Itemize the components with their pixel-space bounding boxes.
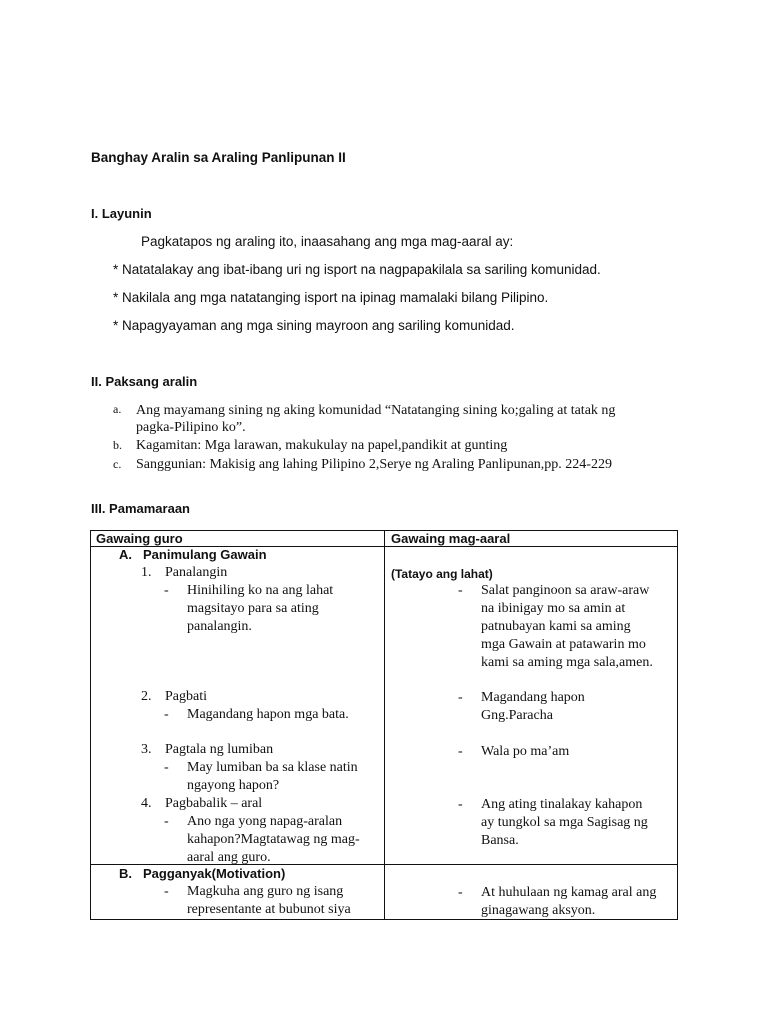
teacher-dash: - bbox=[164, 884, 169, 899]
section-heading-layunin: I. Layunin bbox=[91, 206, 152, 221]
teacher-line: Magkuha ang guro ng isang bbox=[187, 884, 344, 899]
teacher-line: panalangin. bbox=[187, 619, 252, 634]
student-line: ginagawang aksyon. bbox=[481, 903, 596, 918]
student-line: At huhulaan ng kamag aral ang bbox=[481, 885, 657, 900]
step-label: Pagbati bbox=[165, 689, 207, 704]
teacher-line: aaral ang guro. bbox=[187, 850, 271, 865]
part-a-marker: A. bbox=[119, 547, 132, 562]
step-number: 4. bbox=[141, 796, 152, 811]
teacher-line: May lumiban ba sa klase natin bbox=[187, 760, 358, 775]
paksa-item-text: Kagamitan: Mga larawan, makukulay na papel,pandikit at gunting bbox=[136, 438, 508, 453]
teacher-line: magsitayo para sa ating bbox=[187, 601, 319, 616]
step-label: Pagtala ng lumiban bbox=[165, 742, 274, 757]
student-line: Ang ating tinalakay kahapon bbox=[481, 797, 643, 812]
student-dash: - bbox=[458, 885, 463, 900]
teacher-line: kahapon?Magtatawag ng mag- bbox=[187, 832, 360, 847]
student-dash: - bbox=[458, 797, 463, 812]
list-marker: a. bbox=[113, 402, 122, 416]
teacher-dash: - bbox=[164, 583, 169, 598]
student-line: Bansa. bbox=[481, 833, 519, 848]
part-b-marker: B. bbox=[119, 866, 132, 881]
layunin-intro: Pagkatapos ng araling ito, inaasahang ang mga mag-aaral ay: bbox=[141, 234, 514, 249]
step-label: Pagbabalik – aral bbox=[165, 796, 263, 811]
part-a-title: Panimulang Gawain bbox=[143, 547, 267, 562]
student-line: kami sa aming mga sala,amen. bbox=[481, 655, 653, 670]
section-heading-pamamaraan: III. Pamamaraan bbox=[91, 501, 190, 516]
teacher-dash: - bbox=[164, 760, 169, 775]
step-number: 1. bbox=[141, 565, 152, 580]
step-label: Panalangin bbox=[165, 565, 228, 580]
student-line: na ibinigay mo sa amin at bbox=[481, 601, 626, 616]
student-line: Salat panginoon sa araw-araw bbox=[481, 583, 650, 598]
teacher-line: Magandang hapon mga bata. bbox=[187, 707, 349, 722]
layunin-bullet: * Natatalakay ang ibat-ibang uri ng isport na nagpapakilala sa sariling komunidad. bbox=[113, 262, 601, 277]
student-line: patnubayan kami sa aming bbox=[481, 619, 631, 634]
table-row-divider bbox=[90, 864, 678, 865]
student-line: ay tungkol sa mga Sagisag ng bbox=[481, 815, 648, 830]
document-title: Banghay Aralin sa Araling Panlipunan II bbox=[91, 150, 346, 165]
part-b-title: Pagganyak(Motivation) bbox=[143, 866, 286, 881]
table-header-guro: Gawaing guro bbox=[96, 531, 183, 546]
list-marker: b. bbox=[113, 438, 122, 452]
teacher-dash: - bbox=[164, 814, 169, 829]
section-heading-paksang-aralin: II. Paksang aralin bbox=[91, 374, 198, 389]
student-line: mga Gawain at patawarin mo bbox=[481, 637, 646, 652]
step-number: 2. bbox=[141, 689, 152, 704]
student-line: Magandang hapon bbox=[481, 690, 585, 705]
student-dash: - bbox=[458, 583, 463, 598]
student-dash: - bbox=[458, 690, 463, 705]
paksa-item-text: Sanggunian: Makisig ang lahing Pilipino 2,Serye ng Araling Panlipunan,pp. 224-229 bbox=[136, 457, 612, 472]
paksa-item-text: Ang mayamang sining ng aking komunidad “Natatanging sining ko;galing at tatak ng bbox=[136, 403, 616, 418]
student-dash: - bbox=[458, 744, 463, 759]
teacher-line: ngayong hapon? bbox=[187, 778, 280, 793]
teacher-line: Hinihiling ko na ang lahat bbox=[187, 583, 334, 598]
step-number: 3. bbox=[141, 742, 152, 757]
teacher-line: representante at bubunot siya bbox=[187, 902, 351, 917]
student-line: Wala po ma’am bbox=[481, 744, 570, 759]
teacher-dash: - bbox=[164, 707, 169, 722]
teacher-line: Ano nga yong napag-aralan bbox=[187, 814, 343, 829]
layunin-bullet: * Nakilala ang mga natatanging isport na ipinag mamalaki bilang Pilipino. bbox=[113, 290, 549, 305]
student-note: (Tatayo ang lahat) bbox=[391, 567, 493, 581]
paksa-item-text: pagka-Pilipino ko”. bbox=[136, 420, 246, 435]
list-marker: c. bbox=[113, 457, 122, 471]
table-header-mag-aaral: Gawaing mag-aaral bbox=[391, 531, 511, 546]
student-line: Gng.Paracha bbox=[481, 708, 553, 723]
table-column-divider bbox=[384, 530, 385, 920]
layunin-bullet: * Napagyayaman ang mga sining mayroon ang sariling komunidad. bbox=[113, 318, 515, 333]
